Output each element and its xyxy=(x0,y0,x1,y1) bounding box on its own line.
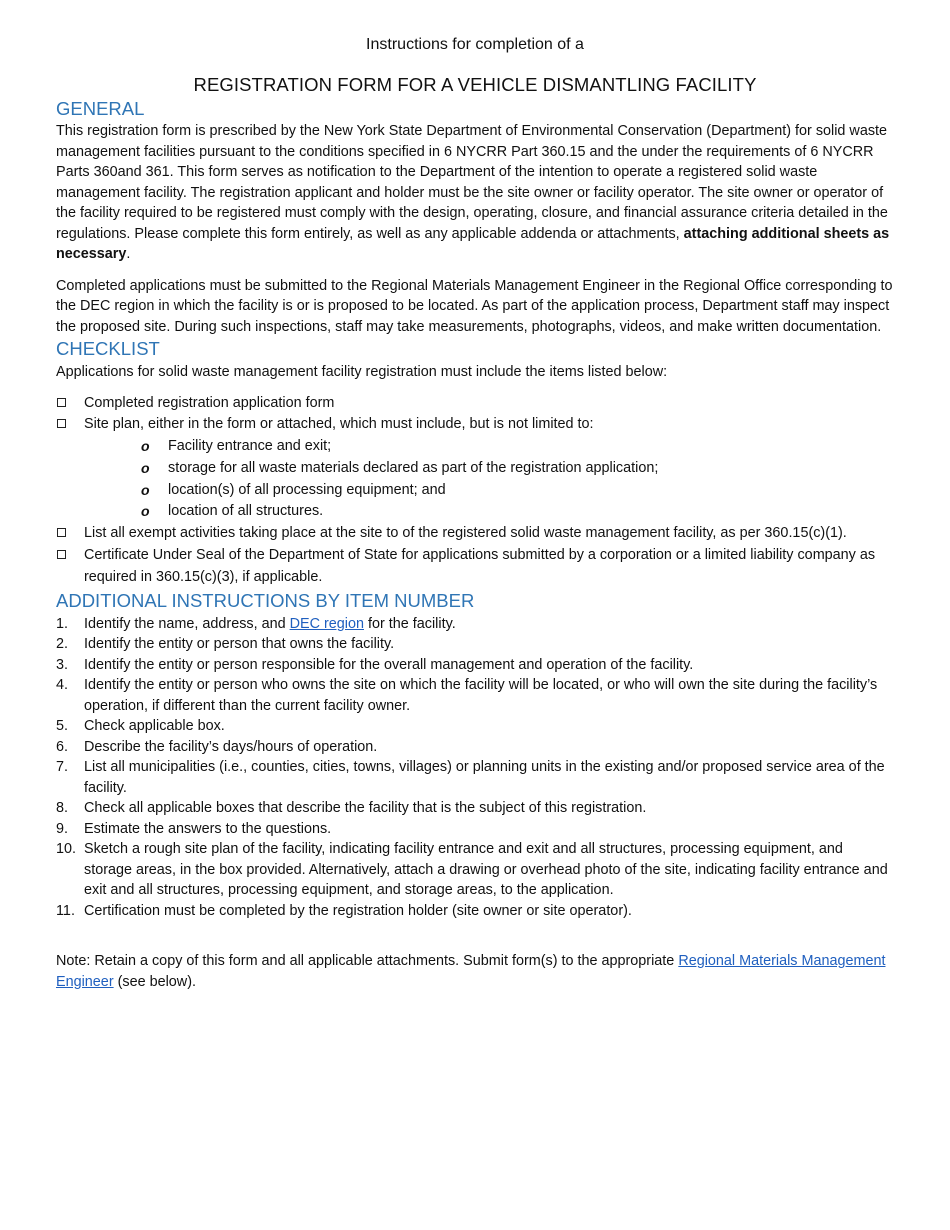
instruction-number: 7. xyxy=(56,759,69,776)
document-title: REGISTRATION FORM FOR A VEHICLE DISMANTLING FACILITY xyxy=(193,74,757,95)
site-plan-sublist xyxy=(84,436,894,523)
instruction-item xyxy=(56,614,894,635)
note-text-end: (see below). xyxy=(113,973,196,990)
instruction-number: 1. xyxy=(56,615,69,632)
checklist-item-label: Site plan, either in the form or attached, which must include, but is not limited to: xyxy=(84,416,594,433)
regional-engineer-link[interactable]: Regional Materials Management Engineer xyxy=(56,953,886,990)
checkbox-icon[interactable] xyxy=(57,550,66,559)
instruction-list xyxy=(56,614,894,922)
checkbox-icon[interactable] xyxy=(57,419,66,428)
instruction-number: 4. xyxy=(56,677,69,694)
general-paragraph-1-bold: attaching additional sheets as necessary xyxy=(56,225,890,262)
instruction-text: for the facility. xyxy=(363,615,456,632)
sublist-item xyxy=(84,501,894,523)
instruction-item xyxy=(56,839,894,901)
retention-note xyxy=(56,951,894,992)
instruction-text: Identify the entity or person responsible for the overall management and operation of the facility. xyxy=(84,656,694,673)
checklist xyxy=(56,393,894,589)
checklist-item-label: Certificate Under Seal of the Department of State for applications submitted by a corporation or a limited liability company as required in 360.15(c)(3), if applicable. xyxy=(84,547,876,585)
sublist-item xyxy=(84,480,894,502)
instruction-item xyxy=(56,634,894,655)
instruction-item xyxy=(56,798,894,819)
checklist-heading: CHECKLIST xyxy=(56,338,160,359)
checkbox-icon[interactable] xyxy=(57,398,66,407)
bullet-icon: o xyxy=(141,438,150,455)
note-text: Note: Retain a copy of this form and all applicable attachments. Submit form(s) to the appropriate xyxy=(56,953,679,970)
checkbox-icon[interactable] xyxy=(57,528,66,537)
instruction-text: Check all applicable boxes that describe the facility that is the subject of this registration. xyxy=(84,800,647,817)
checklist-item xyxy=(56,393,894,415)
instruction-number: 10. xyxy=(56,841,77,858)
general-paragraph-1-end: . xyxy=(126,246,131,262)
sublist-item xyxy=(84,458,894,480)
instruction-item xyxy=(56,675,894,716)
checklist-item xyxy=(56,414,894,523)
sublist-item xyxy=(84,436,894,458)
general-paragraph-2: Completed applications must be submitted to the Regional Materials Management Engineer in the Regional Office corresponding to the DEC region in which the facility is or is proposed to be located. As part of the application process, Department staff may inspect the proposed site. During such inspections, staff may take measurements, photographs, videos, and make written documentation. xyxy=(56,277,893,335)
instruction-item xyxy=(56,819,894,840)
instruction-text: Identify the name, address, and xyxy=(84,615,290,632)
general-paragraph-1-text: This registration form is prescribed by the New York State Department of Environmental Conservation (Department) for solid waste management facilities pursuant to the conditions specified in 6 NYCRR Part 360.15 and the under the requirements of 6 NYCRR Parts 360and 361. This form serves as notification to the Department of the intention to operate a registered solid waste management facility. The registration applicant and holder must be the site owner or facility operator. The site owner or operator of the facility required to be registered must comply with the design, operating, closure, and financial assurance criteria detailed in the regulations. Please complete this form entirely, as well as any applicable addenda or attachments, xyxy=(56,123,888,242)
sublist-item-label: Facility entrance and exit; xyxy=(168,438,332,455)
instruction-item xyxy=(56,737,894,758)
instruction-item xyxy=(56,716,894,737)
sublist-item-label: location(s) of all processing equipment; and xyxy=(168,481,446,498)
bullet-icon: o xyxy=(141,503,150,520)
instruction-item xyxy=(56,655,894,676)
checklist-item-label: List all exempt activities taking place at the site to of the registered solid waste management facility, as per 360.15(c)(1). xyxy=(84,525,847,542)
instruction-item xyxy=(56,901,894,922)
bullet-icon: o xyxy=(141,459,150,476)
sublist-item-label: location of all structures. xyxy=(168,503,324,520)
checklist-item xyxy=(56,545,894,589)
general-paragraph-1 xyxy=(56,121,894,265)
additional-instructions-heading: ADDITIONAL INSTRUCTIONS BY ITEM NUMBER xyxy=(56,589,475,611)
instruction-text: Certification must be completed by the registration holder (site owner or site operator). xyxy=(84,902,632,919)
instruction-text: Identify the entity or person who owns the site on which the facility will be located, or who will own the site during the facility’s operation, if different than the current facility owner. xyxy=(84,677,878,714)
instruction-text: Describe the facility’s days/hours of operation. xyxy=(84,738,378,755)
bullet-icon: o xyxy=(141,481,150,498)
document-subtitle: Instructions for completion of a xyxy=(366,36,584,53)
instruction-number: 11. xyxy=(56,902,75,919)
checklist-intro: Applications for solid waste management facility registration must include the items listed below: xyxy=(56,364,668,380)
instruction-item xyxy=(56,757,894,798)
general-heading: GENERAL xyxy=(56,98,145,119)
sublist-item-label: storage for all waste materials declared as part of the registration application; xyxy=(168,459,659,476)
instruction-number: 8. xyxy=(56,800,69,817)
instruction-number: 5. xyxy=(56,718,69,735)
instruction-text: Check applicable box. xyxy=(84,718,225,735)
checklist-item xyxy=(56,523,894,545)
instruction-number: 6. xyxy=(56,738,69,755)
instruction-number: 9. xyxy=(56,820,69,837)
dec-region-link[interactable]: DEC region xyxy=(289,615,364,632)
instruction-text: Estimate the answers to the questions. xyxy=(84,820,332,837)
checklist-item-label: Completed registration application form xyxy=(84,394,335,411)
instruction-text: Identify the entity or person that owns the facility. xyxy=(84,636,395,653)
instruction-number: 2. xyxy=(56,636,69,653)
instruction-number: 3. xyxy=(56,656,69,673)
instruction-text: Sketch a rough site plan of the facility, indicating facility entrance and exit and all structures, processing equipment, and storage areas, in the box provided. Alternatively, attach a drawing or overhead photo of the site, indicating facility entrance and exit and all structures, processing equipment, and storage areas, to the application. xyxy=(84,841,888,899)
instruction-text: List all municipalities (i.e., counties, cities, towns, villages) or planning units in the existing and/or proposed service area of the facility. xyxy=(84,759,885,796)
